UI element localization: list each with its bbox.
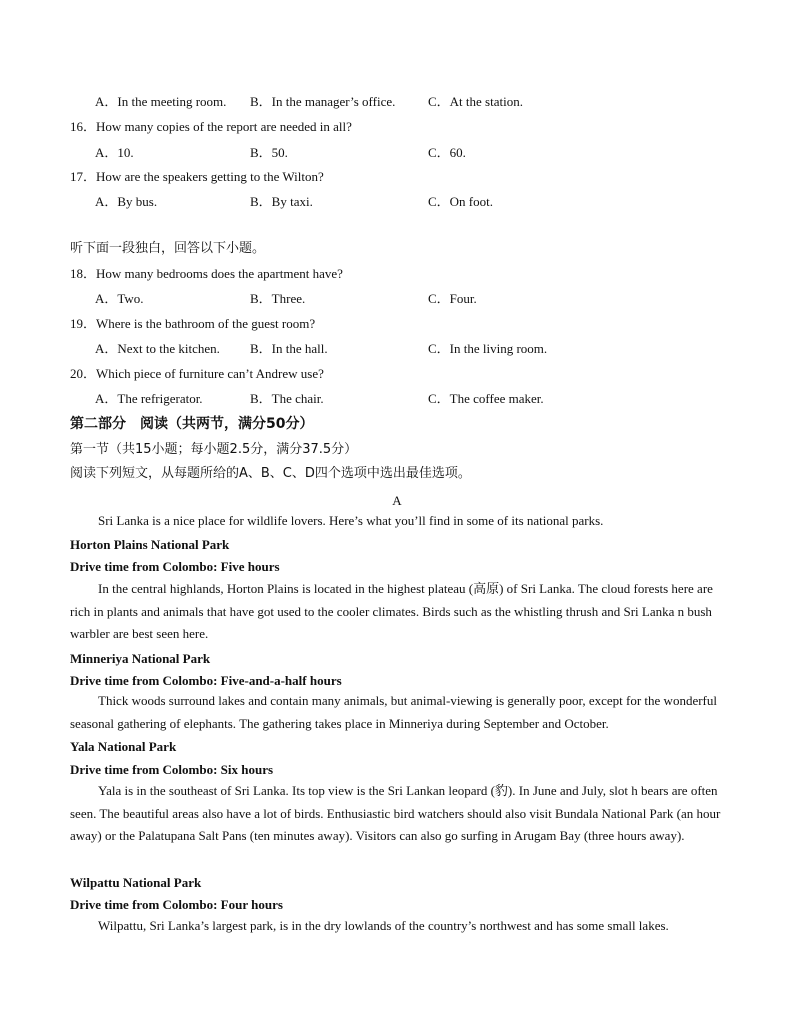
park-name-horton: Horton Plains National Park	[70, 537, 230, 552]
q19-option-b: B．In the hall.	[250, 341, 328, 356]
q17-option-a: A．By bus.	[95, 194, 158, 209]
drive-time-yala: Drive time from Colombo: Six hours	[70, 762, 274, 777]
q18-option-c: C．Four.	[428, 291, 477, 306]
section-one-title: 第一节（共15小题；每小题2.5分，满分37.5分）	[70, 442, 358, 457]
q19-option-a: A．Next to the kitchen.	[95, 341, 220, 356]
park-text-yala: Yala is in the southeast of Sri Lanka. Its top view is the Sri Lankan leopard (豹). In June and July, slot h bears are often seen. The beautiful areas also have a lot of birds. Enthusiastic bird watchers should also visit Bundala National Park (an hour away) or the Palatupana Salt Pans (ten minutes away). Visitors can also go surfing in Arugam Bay (three hours away).	[70, 783, 721, 843]
q15-option-a: A．In the meeting room.	[95, 94, 227, 109]
q18-stem: 18．How many bedrooms does the apartment have?	[70, 266, 343, 281]
q19-stem: 19．Where is the bathroom of the guest room?	[70, 316, 316, 331]
monologue-intro: 听下面一段独白，回答以下小题。	[70, 241, 266, 256]
q16-option-b: B．50.	[250, 145, 288, 160]
q19-option-c: C．In the living room.	[428, 341, 548, 356]
passage-intro: Sri Lanka is a nice place for wildlife lovers. Here’s what you’ll find in some of its national parks.	[98, 513, 604, 528]
drive-time-minneriya: Drive time from Colombo: Five-and-a-half hours	[70, 673, 342, 688]
q15-option-c: C．At the station.	[428, 94, 523, 109]
q17-option-b: B．By taxi.	[250, 194, 313, 209]
passage-label: A	[392, 493, 402, 508]
q15-option-b: B．In the manager’s office.	[250, 94, 396, 109]
q16-option-a: A．10.	[95, 145, 134, 160]
park-name-minneriya: Minneriya National Park	[70, 651, 211, 666]
q20-option-c: C．The coffee maker.	[428, 391, 544, 406]
q16-option-c: C．60.	[428, 145, 466, 160]
park-text-wilpattu: Wilpattu, Sri Lanka’s largest park, is in the dry lowlands of the country’s northwest and has some small lakes.	[98, 918, 669, 933]
park-name-wilpattu: Wilpattu National Park	[70, 875, 202, 890]
drive-time-wilpattu: Drive time from Colombo: Four hours	[70, 897, 283, 912]
park-text-minneriya: Thick woods surround lakes and contain many animals, but animal-viewing is generally poor, except for the wonderful seasonal gathering of elephants. The gathering takes place in Minneriya during September and October.	[70, 693, 717, 731]
q16-stem: 16．How many copies of the report are needed in all?	[70, 119, 352, 134]
drive-time-horton: Drive time from Colombo: Five hours	[70, 559, 280, 574]
park-text-horton: In the central highlands, Horton Plains is located in the highest plateau (高原) of Sri Lanka. The cloud forests here are rich in plants and animals that have got used to the cooler climates. Birds such as the whistling thrush and Sri Lanka n bush warbler are best seen here.	[70, 581, 713, 641]
q20-option-a: A．The refrigerator.	[95, 391, 203, 406]
q20-option-b: B．The chair.	[250, 391, 324, 406]
part-two-title: 第二部分 阅读（共两节，满分50分）	[70, 416, 314, 432]
park-name-yala: Yala National Park	[70, 739, 177, 754]
q18-option-b: B．Three.	[250, 291, 306, 306]
q20-stem: 20．Which piece of furniture can’t Andrew use?	[70, 366, 324, 381]
q17-option-c: C．On foot.	[428, 194, 494, 209]
q18-option-a: A．Two.	[95, 291, 144, 306]
reading-instruction: 阅读下列短文，从每题所给的A、B、C、D四个选项中选出最佳选项。	[70, 466, 471, 481]
q17-stem: 17．How are the speakers getting to the Wilton?	[70, 169, 324, 184]
